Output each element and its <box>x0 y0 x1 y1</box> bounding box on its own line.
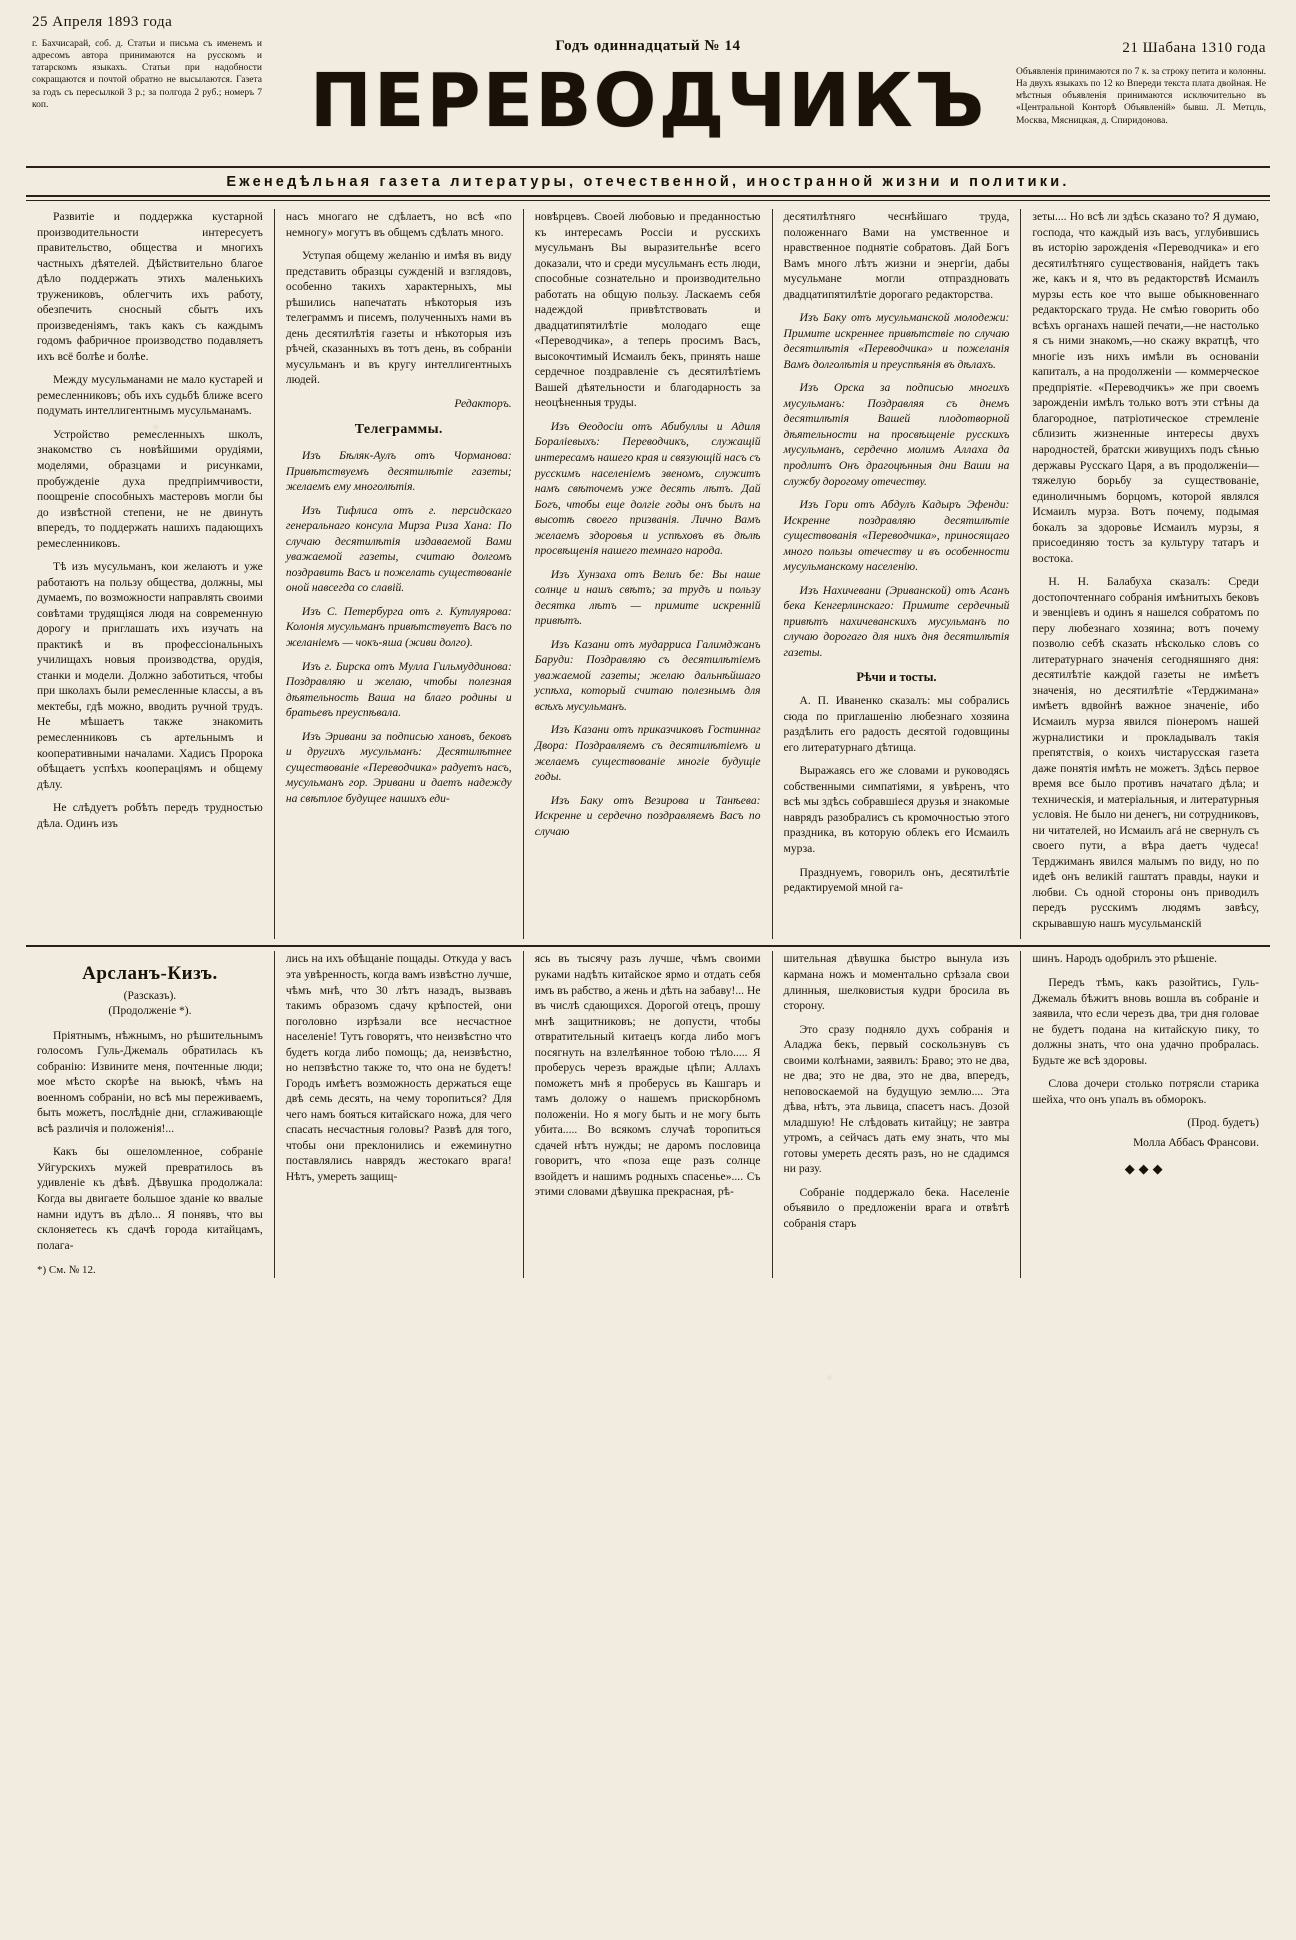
paragraph: Празднуемъ, говорилъ онъ, десятилѣтіе редактируемой мной га- <box>783 865 1010 895</box>
feature-column-4 <box>773 951 1022 1277</box>
paragraph: Изъ Казани отъ приказчиковъ Гостиннаг Двора: Поздравляемъ съ десятилѣтіемъ и желаемъ существованіе многіе будущіе годы. <box>534 723 761 784</box>
column-5 <box>1021 209 1270 939</box>
feature-column-2 <box>275 951 524 1277</box>
dateline-right: 21 Шабана 1310 года <box>1122 40 1266 56</box>
paragraph: Тѣ изъ мусульманъ, кои желаютъ и уже работаютъ на пользу общества, должны, мы думаемъ, по возможности направлять своими совѣтами трудящіяся людя на современную дорогу и приглашать ихъ изучать на практикѣ и въ профессіональныхъ училищахъ новыя производства, орудія, станки и модели. Должно заботиться, чтобы при школахъ были ремесленные классы, а въ мектебы, гдѣ можно, вводить ручной трудъ. Не мѣшаетъ также знакомить ремесленниковъ съ артельнымъ и кооперативными началами. Хадисъ Пророка обѣщаетъ успѣхъ коопераціямъ и общему дѣлу. <box>37 560 263 791</box>
feature-column-5 <box>1021 951 1270 1277</box>
feature-end-note: (Прод. будетъ) <box>1187 1116 1259 1130</box>
paragraph: Изъ Орска за подписью многихъ мусульманъ: Поздравляя съ днемъ десятилѣтія Вашей плодотворной дѣятельности на просвѣщеніе русскихъ мусульманъ, сердечно молимъ Аллаха да продлитъ Онъ драгоцѣнныя дни Ваши на службу дорогому отечеству. <box>783 381 1010 488</box>
masthead-subtitle: Еженедѣльная газета литературы, отечественной, иностранной жизни и политики. <box>226 174 1070 190</box>
paragraph: Передъ тѣмъ, какъ разойтись, Гуль-Джемаль бѣжитъ вновь вошла въ собраніе и заявила, что если черезъ два, три дня головае не будетъ подана на китайскую пику, то должны знать, что она удачно пробралась. Будьте же всѣ здоровы. <box>1032 975 1259 1067</box>
feature-footnote: *) См. № 12. <box>37 1264 96 1277</box>
paragraph: новѣрцевъ. Своей любовью и преданностью къ интересамъ Россіи и русскихъ мусульманъ Вы выразительнѣе всего доказали, что и среди мусульманъ есть люди, способные сознательно и производительно работать на общую пользу. Ласкаемъ себя надеждой привѣтствовать и двадцатипятилѣтіе молодаго еще «Переводчика», а теперь просимъ Васъ, высокочтимый Исмаилъ бекъ, принять наше сердечное поздравленіе съ десятилѣтіемъ Вашей дѣятельности и благодарность за неоцѣненныя труды. <box>534 210 761 410</box>
ornament-diamonds: ◆◆◆ <box>1124 1161 1167 1177</box>
paragraph: Пріятнымъ, нѣжнымъ, но рѣшительнымъ голосомъ Гуль-Джемаль обратилась къ собранію: Извините меня, почтенные люди; мое мѣсто скорѣе на вьюкѣ, чѣмъ на военномъ собраніи, но всѣ мы переживаемъ, быть можетъ, послѣдніе дни, сглаживающіе всѣ различія и положенія!... <box>37 1028 263 1135</box>
divider-feature <box>26 945 1270 947</box>
issue-line: Годъ одиннадцатый № 14 <box>555 38 741 54</box>
paragraph: насъ многаго не сдѣлаетъ, но всѣ «по немногу» могутъ въ общемъ сдѣлать много. <box>285 210 512 239</box>
divider-double <box>26 195 1270 201</box>
section-heading-telegrams: Телеграммы. <box>354 422 443 438</box>
paragraph: лись на ихъ обѣщаніе пощады. Откуда у васъ эта увѣренность, когда вамъ извѣстно лучше, чѣмъ мнѣ, что 30 лѣтъ назадъ, вызвавъ такимъ образомъ сдачу крѣпостей, они поголовно изрѣзали все несчастное населеніе! Тутъ говорятъ, что неизвѣстно что будетъ когда либо помощь; да, неизвѣстно, но непзвѣстно также то, что она не будетъ! Городъ имѣетъ возможность держаться еще двѣ семь десять, на чему торопиться? Для чего намъ бояться китайскаго ножа, для чего спасать несчастныя головы? Развѣ для того, чтобы они преклонились и ежеминутно поставлялись наврядъ жестокаго врага! Нѣтъ, умереть защищ- <box>285 952 512 1183</box>
feature-subtitle: (Разсказъ). <box>123 989 177 1002</box>
feature-column-1 <box>26 951 275 1277</box>
paragraph: Какъ бы ошеломленное, собраніе Уйгурскихъ мужей превратилось въ удивленіе къ дѣвѣ. Дѣвушка продолжала: Когда вы двигаете большое зданіе ко ввалые намни идутъ въ дѣло... Я понявъ, что вы склоняетесь къ сдачѣ города китайцамъ, полага- <box>37 1145 263 1252</box>
newspaper-title: ПЕРЕВОДЧИКЪ <box>309 58 987 144</box>
feature-column-3 <box>524 951 773 1277</box>
paragraph: Изъ Бѣляк-Аулъ отъ Чорманова: Привѣтствуемъ десятилѣтіе газеты; желаемъ ему многолѣтія. <box>285 449 512 494</box>
paragraph: Уступая общему желанію и имѣя въ виду представить образцы сужденій и взглядовъ, особенно такихъ характерныхъ, мы рѣшились напечатать нѣкоторыя изъ телеграммъ и писемъ, полученныхъ нами въ день десятилѣтія газеты и нѣкоторыя изъ рѣчей, сказанныхъ въ тотъ день, въ собраніи мусульманъ и въ кругу интеллигентныхъ людей. <box>285 249 512 387</box>
feature-columns <box>26 951 1270 1277</box>
editor-signature: Редакторъ. <box>454 396 512 410</box>
paragraph: Н. Н. Балабуха сказалъ: Среди достопочтеннаго собранія имѣнитыхъ бековъ и эвенціевъ и одинъ я нашелся собратомъ по перу любезнаго хозяина; вотъ почему позволю себѣ сказать нѣсколько словъ со литературнаго значенія сегодняшняго дня: десятилѣтіе каждой газеты не имѣетъ значенія, но десятилѣтіе «Терджимана» имѣетъ вдвойнѣ важное значеніе, ибо Исмаилъ мурза явился піонеромъ нашей журналистики и прокладывалъ такія препятствія, о коихъ чистарусская газета даже понятія имѣть не можетъ. Здѣсь первое время все было противъ начатаго дѣла; и техническія, и матеріальныя, и литературныя условія. Не было ни денегъ, ни сотрудниковъ, ни читателей, но Исмаилъ агá не свернулъ съ своего пути, а вѣра даетъ чудеса! Терджиманъ явился малымъ по виду, но по идеѣ онъ великій гаштатъ правды, науки и любви. Съ одной стороны онъ приводилъ передъ русскимъ людямъ завѣсу, скрывавшую нашъ мусульманскій <box>1032 575 1259 930</box>
column-2 <box>275 209 524 939</box>
paragraph: Изъ Гори отъ Абдулъ Кадыръ Эфенди: Искренне поздравляю десятилѣтіе существованія «Переводчика», приносящаго много пользы отечеству и въ особенности мусульманскому населенію. <box>783 498 1010 574</box>
paragraph: шительная дѣвушка быстро вынула изъ кармана ножъ и моментально срѣзала свои длинныя, шелковистыя кудри бросила въ сторону. <box>783 952 1010 1013</box>
paragraph: ясь въ тысячу разъ лучше, чѣмъ своими руками надѣть китайское ярмо и отдать себя имъ въ рабство, а жень и дѣть на забаву!... Не въ числѣ сдающихся. Дорогой отецъ, прошу мнѣ защитниковъ; не допусти, чтобы отвратительный китаецъ когда либо могъ посягнуть на взлелѣянное тобою тѣло..... Я проберусь черезъ враждые цѣпи; Аллахъ поможетъ мнѣ я проберусь въ Кашгаръ и тамъ доложу о нашемъ прискорбномъ положеніи. Но я могу быть и не могу быть убита..... Во всякомъ случаѣ торопиться сдачей нѣтъ нужды; не даромъ пословица говоритъ, что «поза еще разъ солнце взойдетъ и нашимъ родныхъ спасенье».... Съ этими словами дѣвушка прекрасная, рѣ- <box>534 952 761 1199</box>
paragraph: Изъ С. Петербурга отъ г. Кутлуярова: Колонія мусульманъ привѣтствуетъ Васъ по желаніемъ — чокъ-яша (живи долго). <box>285 604 512 649</box>
paragraph: Изъ Ѳеодосіи отъ Абибуллы и Адиля Боралiевыхъ: Переводчикъ, служащій интересамъ нашего края и связующій насъ съ русскимъ населеніемъ звеномъ, служитъ намъ свѣточемъ уже десять лѣтъ. Дай Богъ, чтобы еще долгіе годы онъ былъ на высотѣ своего призванія. Лично Вамъ желаемъ здоровья и успѣховъ въ дѣлѣ просвѣщенія нашего темнаго народа. <box>534 419 761 558</box>
paragraph: Не слѣдуетъ робѣть передъ трудностью дѣла. Одинъ изъ <box>37 801 263 830</box>
paragraph: Слова дочери столько потрясли старика шейха, что онъ упалъ въ обморокъ. <box>1032 1077 1259 1106</box>
colophon-right: Объявленія принимаются по 7 к. за строку петита и колонны. На двухъ языкахъ по 12 ко Впереди текста плата двойная. Не мѣстныя объявленія принимаются исключительно въ «Центральной Конторѣ Объявленій» бывш. Л. Метцль, Москва, Мясницкая, д. Спиридонова. <box>1016 67 1266 126</box>
paragraph: Изъ Эривани за подписью хановъ, бековъ и другихъ мусульманъ: Десятилѣтнее существованіе «Переводчика» радуетъ насъ, мусульманъ гор. Эривани и даетъ надежду на свѣтлое будущее нашихъ еди- <box>285 729 512 805</box>
paragraph: Это сразу подняло духъ собранія и Аладжа бекъ, первый соскользнувъ съ своими колѣнами, заявилъ: Браво; это не два, не два; это не два, это не два, впередъ, неповоскаемой на будущую землю.... Эта дѣва, нѣтъ, эта львица, спасетъ насъ. Дозой младшую! Не слѣдовать китайцу; не завтра утромъ, а сейчасъ дать ему знать, что мы готовы умереть десять разъ, но не сдадимся ни разу. <box>783 1022 1010 1176</box>
paragraph: десятилѣтняго чеснѣйшаго труда, положеннаго Вами на умственное и нравственное поднятіе собратовъ. Дай Богъ Вамъ много лѣтъ жизни и энергіи, дабы мусульмане могли отпраздновать двадцатипятилѣтіе дорогаго редакторства. <box>783 210 1010 301</box>
paragraph: Устройство ремесленныхъ школъ, знакомство съ новѣйшими орудіями, моделями, образцами и рисунками, пробужденіе духа предпріимчивости, поощреніе способныхъ мастеровъ могли бы до извѣстной степени, не не двинуть впередъ, то поддержать нашихъ падающихъ ремесленниковъ. <box>37 427 263 550</box>
colophon-left: г. Бахчисарай, соб. д. Статьи и письма съ именемъ и адресомъ автора принимаются на русскомъ и татарскомъ языкахъ. Статьи при надобности сокращаются и почтой обратно не высылаются. Газета за годъ съ пересылкой 3 р.; за полгода 2 руб.; номеръ 7 коп. <box>32 39 262 110</box>
feature-author-signature: Молла Аббасъ Франсови. <box>1133 1135 1259 1149</box>
paragraph: Изъ Баку отъ мусульманской молодежи: Примите искреннее привѣтствіе по случаю десятилѣтія «Переводчика» и пожеланія Вамъ долголѣтія и преуспѣянія въ дѣлахъ. <box>783 311 1010 371</box>
feature-title: Арсланъ-Кизъ. <box>82 963 218 985</box>
paragraph: зеты.... Но всѣ ли здѣсь сказано то? Я думаю, господа, что каждый изъ васъ, углубившись въ исторію зарожденія «Переводчика» и его десятилѣтняго существованія, найдетъ такъ же, какъ и я, что въ редакторствѣ Исмаилъ мурзы есть кое что выше обыкновеннаго редакторскаго труда. Не смѣю говорить обо всѣхъ органахъ нашей печати,—не настолько я съ ними знакомъ,—но скажу вкратцѣ, что многіе изъ нихъ имѣли въ основаніи капиталъ, а на продолженіи — коммерческое предпріятіе. «Переводчикъ» же при своемъ зарожденіи имѣлъ только вотъ эти стѣны да благородное, патріотическое стремленіе сблизить жизненные интересы двухъ народностей, братски живущихъ подъ сѣнью державы Русскаго Царя, а въ продолженіи—тяжелую борьбу за существованіе, единоличнымъ борцомъ, которой являлся Исмаилъ мурза. Вотъ почему, подымая бокалъ за здоровье Исмаилъ мурзы, я присоединяю тостъ за культуру татаръ и востока. <box>1032 210 1259 565</box>
column-4 <box>773 209 1022 939</box>
masthead <box>26 14 1270 164</box>
paragraph: Изъ г. Бирска отъ Мулла Гильмуддинова: Поздравляю и желаю, чтобы полезная дѣятельность Ваша на благо родины и братьевъ преуспѣвала. <box>285 659 512 720</box>
main-columns <box>26 209 1270 939</box>
paragraph: А. П. Иваненко сказалъ: мы собрались сюда по приглашенію любезнаго хозяина раздѣлить его радость десятой годовщины его литературнаго дѣтища. <box>783 694 1010 754</box>
feature-continuation: (Продолженіе *). <box>108 1005 192 1018</box>
paragraph: Изъ Нахичевани (Эриванской) отъ Асанъ бека Кенгерлинскаго: Примите сердечный привѣтъ нахичеванскихъ мусульманъ по случаю дорогаго для нихъ дня десятилѣтія газеты. <box>783 583 1010 659</box>
column-3 <box>524 209 773 939</box>
paragraph: Изъ Баку отъ Везирова и Танѣева: Искренне и сердечно поздравляемъ Васъ по случаю <box>534 793 761 838</box>
section-heading-speeches: Рѣчи и тосты. <box>856 670 937 685</box>
paragraph: шинъ. Народъ одобрилъ это рѣшеніе. <box>1032 952 1218 966</box>
paragraph: Изъ Хунзаха отъ Велиъ бе: Вы наше солнце и нашъ свѣтъ; за трудъ и пользу десятка лѣтъ — примите искренній привѣтъ. <box>534 567 761 628</box>
paragraph: Выражаясь его же словами и руководясь собственными симпатіями, я увѣренъ, что всѣ мы здѣсь собравшіеся друзья и знакомые наврядъ разобралисъ съ кромочностью этого праздника, въ которую облекъ его Исмаилъ мурза. <box>783 764 1010 855</box>
paragraph: Изъ Казани отъ мударриса Галимджанъ Баруди: Поздравляю съ десятилѣтіемъ уважаемой газеты; желаю дальнѣйшаго успѣха, который считаю полезнымъ для всѣхъ мусульманъ. <box>534 637 761 713</box>
column-1 <box>26 209 275 939</box>
dateline-left: 25 Апреля 1893 года <box>32 14 173 30</box>
paragraph: Между мусульманами не мало кустарей и ремесленниковъ; объ ихъ судьбѣ ближе всего подумать интеллигентнымъ мусульманамъ. <box>37 373 263 418</box>
paragraph: Изъ Тифлиса отъ г. персидскаго генеральнаго консула Мирза Риза Хана: По случаю десятилѣтія издаваемой Вами уважаемой газеты, считаю долгомъ поздравить Васъ и пожелать существованіе оной навсегда со славій. <box>285 503 512 595</box>
paragraph: Развитіе и поддержка кустарной производительности интересуетъ правительство, общества и многихъ частныхъ дѣятелей. Дѣйствительно благое дѣло поддержать этихъ маленькихъ тружениковъ, облегчить ихъ работу, обезпечить сносный сбытъ ихъ произведеніямъ, такъ какъ съ каждымъ годомъ фабричное производство подавляетъ ихъ всё болѣе и болѣе. <box>37 210 263 363</box>
paragraph: Собраніе поддержало бека. Населеніе объявило о предложеніи врага и отвѣтѣ собранія старъ <box>783 1185 1010 1230</box>
